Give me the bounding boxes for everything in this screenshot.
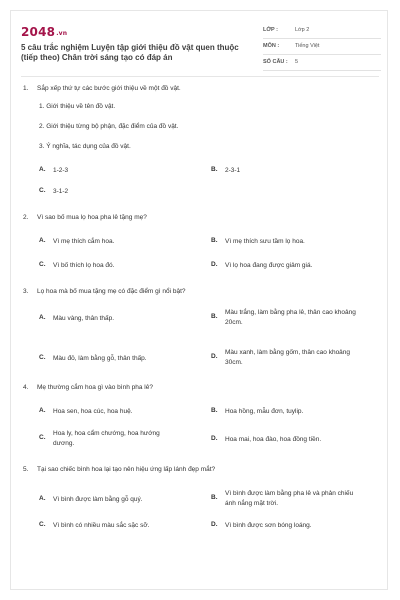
meta-row-class — [263, 23, 381, 39]
option-letter: A. — [39, 314, 46, 321]
option-text: Hoa ly, hoa cẩm chướng, hoa hướng dương. — [53, 430, 160, 447]
question-number: 5. — [23, 466, 29, 473]
question-1-sub-item: 2. Giới thiệu từng bộ phận, đặc điểm của đồ vật. — [39, 123, 179, 130]
option-letter: D. — [211, 261, 218, 268]
option-letter: C. — [39, 434, 46, 441]
option-text: Hoa sen, hoa cúc, hoa huệ. — [53, 408, 133, 415]
option-letter: A. — [39, 407, 46, 414]
worksheet-page — [10, 10, 388, 590]
option-letter: A. — [39, 495, 46, 502]
option-letter: C. — [39, 354, 46, 361]
option-text: Hoa hồng, mẫu đơn, tuylip. — [225, 408, 304, 415]
meta-row-subject — [263, 39, 381, 55]
meta-value: Tiếng Việt — [295, 43, 320, 49]
option-letter: A. — [39, 166, 46, 173]
option-text: Vì bình được làm bằng gỗ quý. — [53, 496, 143, 503]
option-text: 3-1-2 — [53, 188, 69, 195]
meta-row-count — [263, 55, 381, 71]
question-number: 4. — [23, 384, 29, 391]
option-text: Vì bình được sơn bóng loáng. — [225, 522, 312, 529]
site-logo[interactable] — [21, 25, 67, 39]
option-letter: C. — [39, 261, 46, 268]
worksheet-header — [21, 19, 379, 71]
option-text: Vì bình được làm bằng pha lê và phản chiếu ánh nắng mặt trời. — [225, 490, 354, 507]
meta-value: Lớp 2 — [295, 27, 310, 33]
option-text: Màu xanh, làm bằng gốm, thân cao khoảng 30cm. — [225, 349, 351, 366]
option-text: 2-3-1 — [225, 167, 241, 174]
option-text: Vì mẹ thích cắm hoa. — [53, 238, 115, 245]
option-text: Màu đỏ, làm bằng gỗ, thân thấp. — [53, 355, 147, 362]
option-letter: C. — [39, 521, 46, 528]
worksheet-meta — [263, 23, 381, 71]
option-text: Hoa mai, hoa đào, hoa đồng tiền. — [225, 436, 322, 443]
option-text: Vì bố thích lọ hoa đó. — [53, 262, 115, 269]
meta-label: LỚP : — [263, 27, 278, 33]
question-text: Tại sao chiếc bình hoa lại tạo nên hiệu ứng lấp lánh đẹp mắt? — [37, 466, 216, 473]
option-letter: C. — [39, 187, 46, 194]
worksheet-title: 5 câu trắc nghiệm Luyện tập giới thiệu đồ vật quen thuộc (tiếp theo) Chân trời sáng tạo có đáp án — [21, 43, 239, 62]
option-letter: D. — [211, 521, 218, 528]
option-letter: B. — [211, 237, 218, 244]
logo-suffix: .vn — [56, 30, 68, 37]
option-letter: D. — [211, 435, 218, 442]
header-divider — [21, 76, 379, 77]
option-text: Màu vàng, thân thấp. — [53, 315, 115, 322]
option-text: Vì bình có nhiều màu sắc sặc sỡ. — [53, 522, 150, 529]
option-text: Màu trắng, làm bằng pha lê, thân cao khoảng 20cm. — [225, 309, 356, 326]
question-text: Lọ hoa mà bố mua tặng mẹ có đặc điểm gì nổi bật? — [37, 288, 186, 295]
meta-label: SỐ CÂU : — [263, 59, 288, 65]
option-text: Vì lọ hoa đang được giảm giá. — [225, 262, 313, 269]
logo-main: 2048 — [21, 25, 56, 39]
option-letter: B. — [211, 494, 218, 501]
option-letter: B. — [211, 313, 218, 320]
question-text: Vì sao bố mua lọ hoa pha lê tặng mẹ? — [37, 214, 147, 221]
option-letter: B. — [211, 407, 218, 414]
question-text: Mẹ thường cắm hoa gì vào bình pha lê? — [37, 384, 153, 391]
option-letter: D. — [211, 353, 218, 360]
question-text: Sắp xếp thứ tự các bước giới thiệu về một đồ vật. — [37, 85, 181, 92]
question-number: 3. — [23, 288, 29, 295]
question-number: 2. — [23, 214, 29, 221]
meta-value: 5 — [295, 59, 299, 65]
option-letter: A. — [39, 237, 46, 244]
option-text: 1-2-3 — [53, 167, 69, 174]
question-1-sub-item: 3. Ý nghĩa, tác dụng của đồ vật. — [39, 143, 131, 150]
question-number: 1. — [23, 85, 29, 92]
question-1-sub-item: 1. Giới thiệu về tên đồ vật. — [39, 103, 116, 110]
option-letter: B. — [211, 166, 218, 173]
meta-label: MÔN : — [263, 43, 280, 49]
option-text: Vì mẹ thích sưu tầm lọ hoa. — [225, 238, 305, 245]
